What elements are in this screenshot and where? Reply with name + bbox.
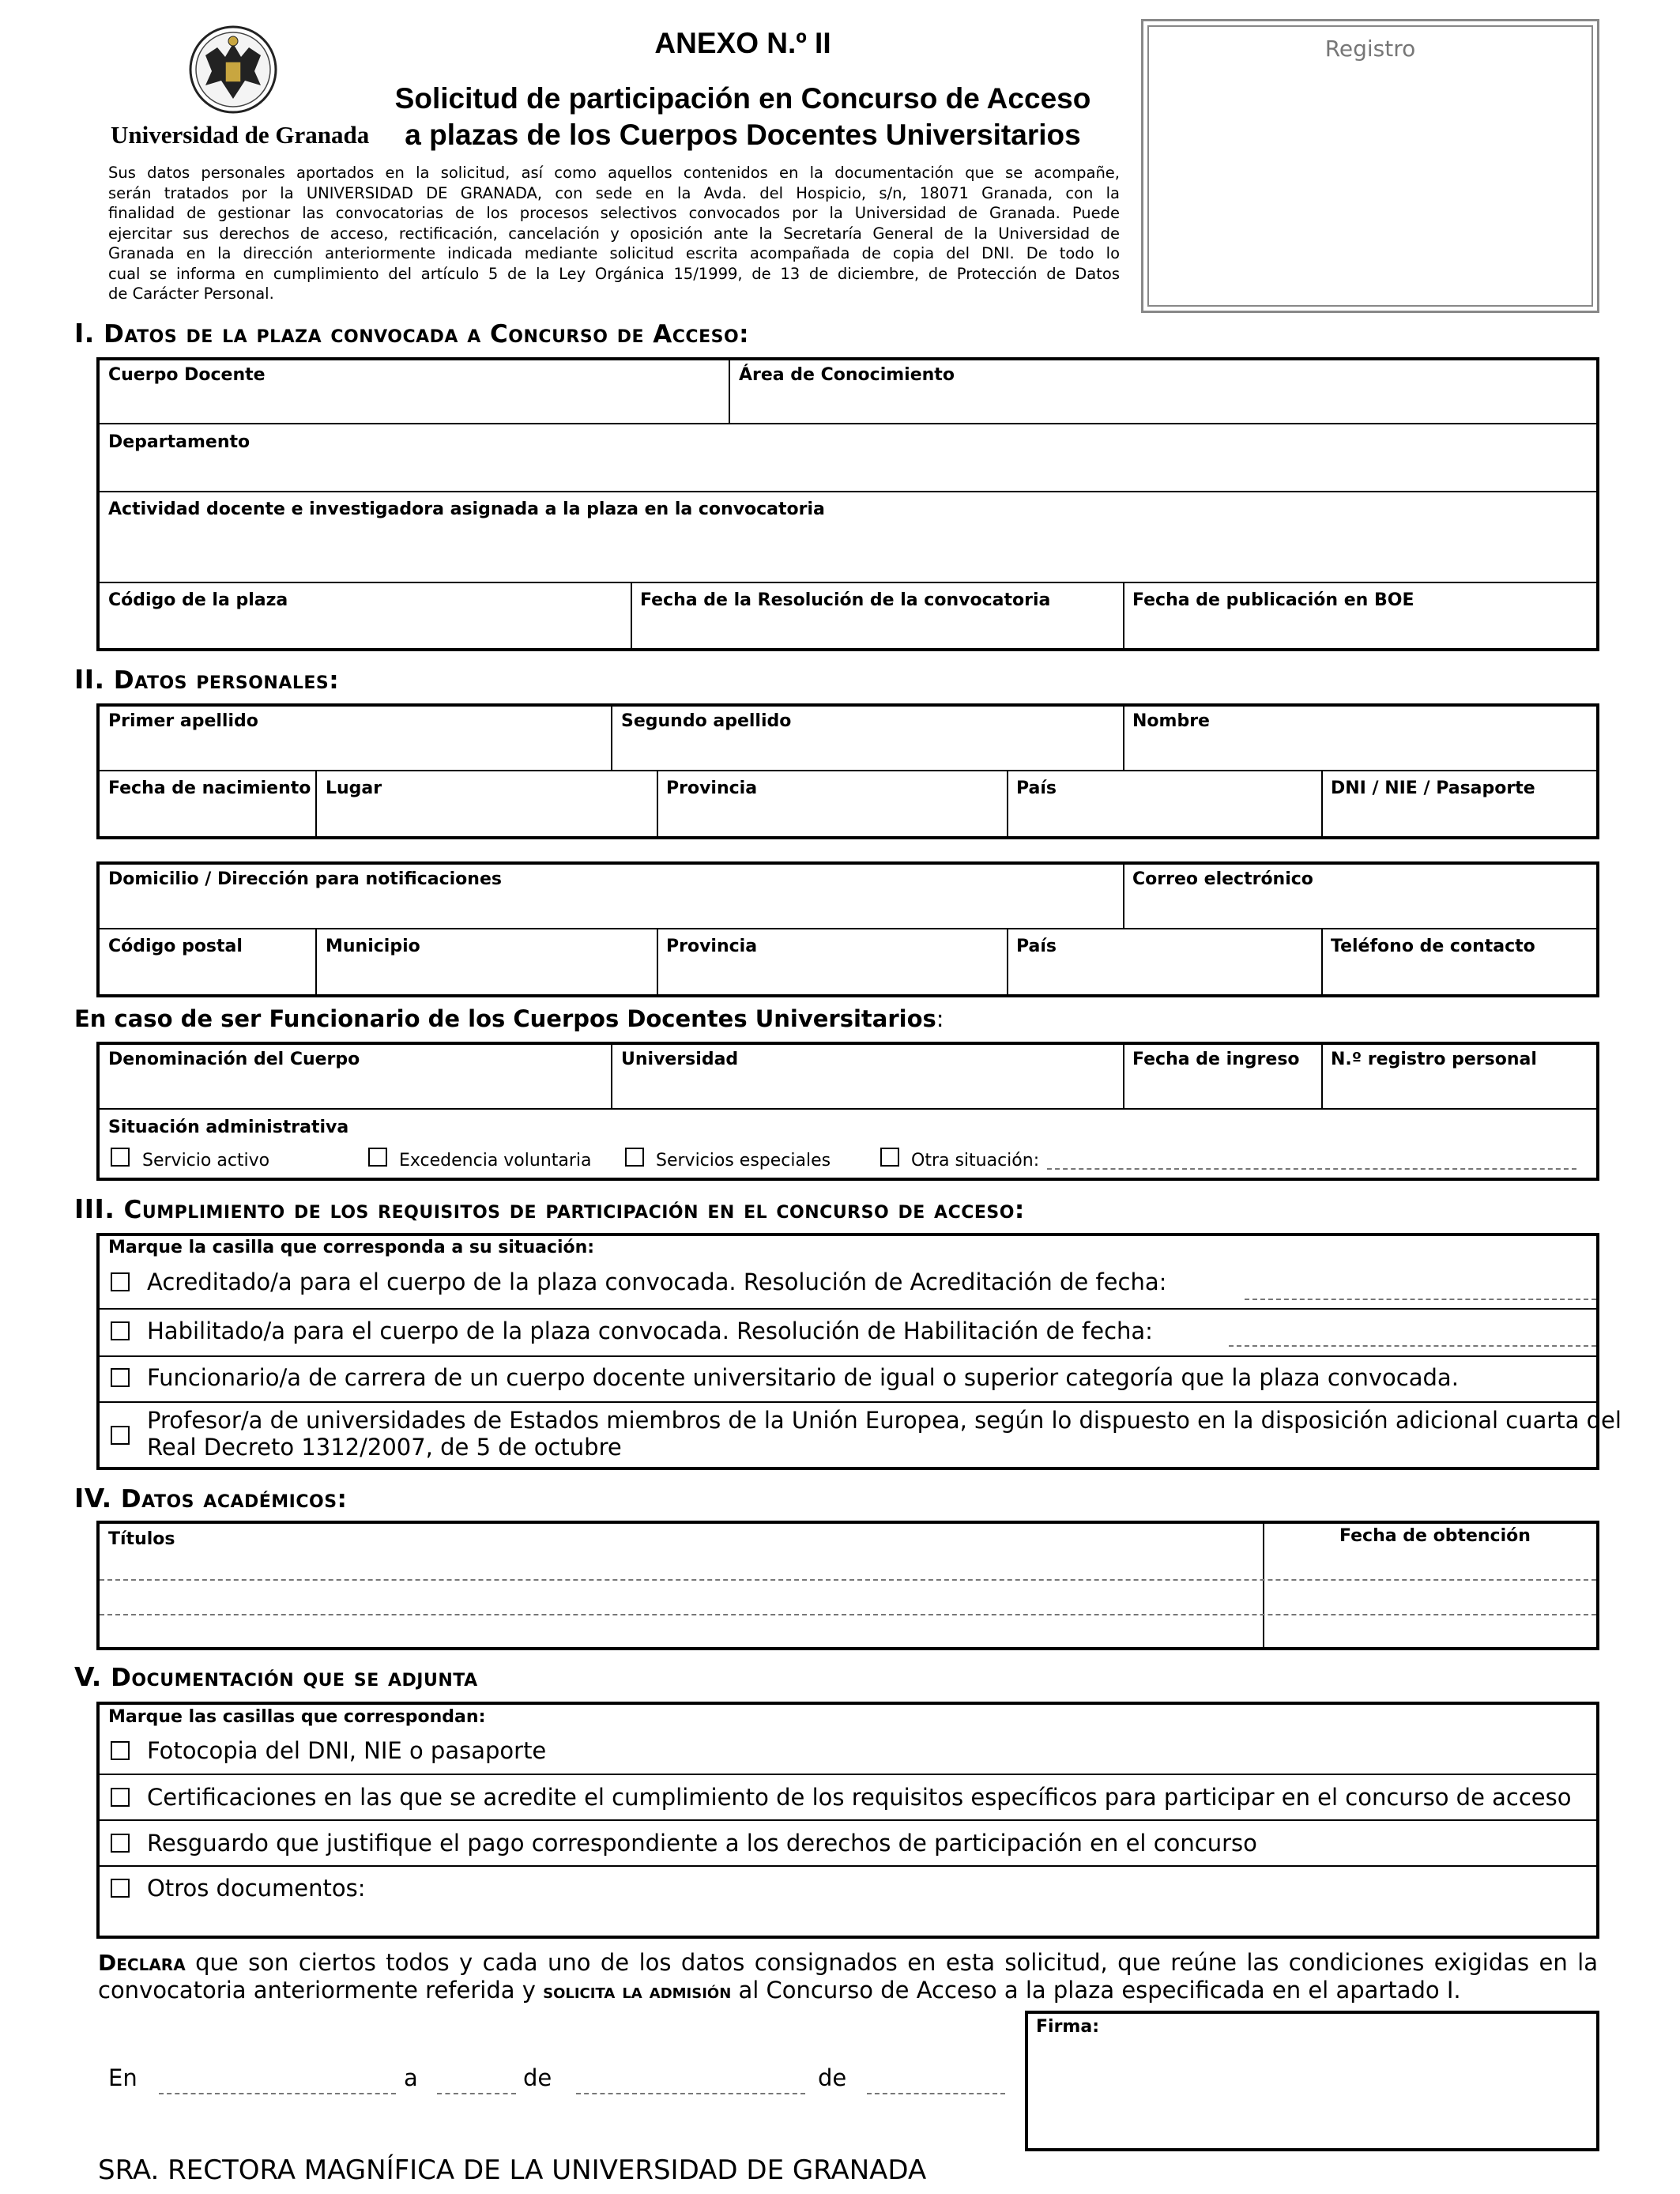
actividad-field[interactable]: Actividad docente e investigadora asignada a la plaza en la convocatoria bbox=[108, 499, 825, 519]
certificaciones-checkbox[interactable] bbox=[111, 1788, 130, 1807]
requisitos-instruction: Marque la casilla que corresponda a su situación: bbox=[108, 1238, 595, 1257]
profesor-ue-label-line2: Real Decreto 1312/2007, de 5 de octubre bbox=[147, 1434, 622, 1461]
funcionario-carrera-label: Funcionario/a de carrera de un cuerpo docente universitario de igual o superior categoría que la plaza convocada. bbox=[147, 1364, 1459, 1391]
form-title-line2: a plazas de los Cuerpos Docentes Universitarios bbox=[405, 119, 1081, 151]
de-label-1: de bbox=[523, 2064, 552, 2091]
fecha-boe-field[interactable]: Fecha de publicación en BOE bbox=[1132, 590, 1414, 610]
fecha-ingreso-field[interactable]: Fecha de ingreso bbox=[1132, 1050, 1300, 1069]
registro-label: Registro bbox=[1324, 36, 1416, 62]
servicio-activo-checkbox[interactable] bbox=[111, 1148, 130, 1167]
certificaciones-label: Certificaciones en las que se acredite el cumplimiento de los requisitos específicos para participar en el concurso de acceso bbox=[147, 1784, 1572, 1811]
funcionario-carrera-checkbox[interactable] bbox=[111, 1368, 130, 1387]
university-name: Universidad de Granada bbox=[111, 121, 370, 149]
fecha-resolucion-field[interactable]: Fecha de la Resolución de la convocatoria bbox=[640, 590, 1051, 610]
form-title-line1: Solicitud de participación en Concurso de Acceso bbox=[394, 82, 1091, 115]
titulos-header: Títulos bbox=[108, 1529, 175, 1549]
day-input[interactable] bbox=[437, 2093, 516, 2094]
firma-label: Firma: bbox=[1036, 2017, 1099, 2037]
section-4-heading: IV. Datos académicos: bbox=[74, 1483, 348, 1514]
acreditado-checkbox[interactable] bbox=[111, 1272, 130, 1291]
section-2-heading: II. Datos personales: bbox=[74, 664, 340, 695]
dni-copy-checkbox[interactable] bbox=[111, 1741, 130, 1760]
section-5-heading: V. Documentación que se adjunta bbox=[74, 1661, 478, 1692]
annex-title: ANEXO N.º II bbox=[654, 27, 831, 59]
privacy-notice: Sus datos personales aportados en la solicitud, así como aquellos contenidos en la documentación que se acompañe, serán tratados por la UNIVERSIDAD DE GRANADA, con sede en la Avda. del Hospicio, s/n, 18071 Granada, con la finalidad de gestionar las convocatorias de los procesos selectivos convocados por la Universidad de Granada. Puede ejercitar sus derechos de acceso, rectificación, cancelación y oposición ante la Secretaría General de la Universidad de Granada en la dirección anteriormente indicada mediante solicitud escrita acompañada de copia del DNI. De todo lo cual se informa en cumplimiento del artículo 5 de la Ley Orgánica 15/1999, de 13 de diciembre, de Protección de Datos de Carácter Personal. bbox=[108, 164, 1120, 303]
firma-box[interactable] bbox=[1025, 2011, 1599, 2151]
lugar-field[interactable]: Lugar bbox=[326, 778, 382, 798]
registro-box bbox=[1141, 19, 1599, 313]
university-logo bbox=[103, 24, 370, 150]
otros-documentos-label: Otros documentos: bbox=[147, 1875, 366, 1902]
en-label: En bbox=[108, 2064, 137, 2091]
servicios-especiales-label: Servicios especiales bbox=[656, 1151, 831, 1171]
correo-field[interactable]: Correo electrónico bbox=[1132, 869, 1313, 889]
otra-situacion-label: Otra situación: bbox=[911, 1151, 1040, 1171]
municipio-field[interactable]: Municipio bbox=[326, 937, 420, 956]
fecha-obtencion-header: Fecha de obtención bbox=[1339, 1526, 1531, 1546]
otra-situacion-checkbox[interactable] bbox=[880, 1148, 899, 1167]
denominacion-cuerpo-field[interactable]: Denominación del Cuerpo bbox=[108, 1050, 360, 1069]
servicios-especiales-checkbox[interactable] bbox=[625, 1148, 644, 1167]
funcionario-intro: En caso de ser Funcionario de los Cuerpos Docentes Universitarios: bbox=[74, 1005, 944, 1032]
situacion-administrativa-label: Situación administrativa bbox=[108, 1118, 349, 1137]
section-1-heading: I. Datos de la plaza convocada a Concurso de Acceso: bbox=[74, 318, 750, 349]
primer-apellido-field[interactable]: Primer apellido bbox=[108, 711, 258, 731]
fecha-nacimiento-field[interactable]: Fecha de nacimiento bbox=[108, 778, 311, 798]
telefono-field[interactable]: Teléfono de contacto bbox=[1331, 937, 1535, 956]
cuerpo-docente-field[interactable]: Cuerpo Docente bbox=[108, 365, 266, 385]
section-3-heading: III. Cumplimiento de los requisitos de participación en el concurso de acceso: bbox=[74, 1193, 1025, 1224]
acreditacion-fecha-input[interactable] bbox=[1245, 1299, 1596, 1300]
de-label-2: de bbox=[818, 2064, 847, 2091]
year-input[interactable] bbox=[867, 2093, 1005, 2094]
universidad-field[interactable]: Universidad bbox=[621, 1050, 739, 1069]
month-input[interactable] bbox=[576, 2093, 805, 2094]
recipient-footer: SRA. RECTORA MAGNÍFICA DE LA UNIVERSIDAD DE GRANADA bbox=[98, 2154, 927, 2186]
profesor-ue-label-line1: Profesor/a de universidades de Estados miembros de la Unión Europea, según lo dispuesto en la disposición adicional cuarta del bbox=[147, 1407, 1622, 1434]
nombre-field[interactable]: Nombre bbox=[1132, 711, 1210, 731]
segundo-apellido-field[interactable]: Segundo apellido bbox=[621, 711, 792, 731]
area-conocimiento-field[interactable]: Área de Conocimiento bbox=[739, 365, 955, 385]
habilitado-label: Habilitado/a para el cuerpo de la plaza convocada. Resolución de Habilitación de fecha: bbox=[147, 1318, 1153, 1344]
codigo-postal-field[interactable]: Código postal bbox=[108, 937, 243, 956]
titulo-row-1[interactable] bbox=[100, 1579, 1596, 1581]
departamento-field[interactable]: Departamento bbox=[108, 432, 250, 452]
resguardo-pago-checkbox[interactable] bbox=[111, 1834, 130, 1853]
resguardo-pago-label: Resguardo que justifique el pago correspondiente a los derechos de participación en el concurso bbox=[147, 1830, 1257, 1857]
habilitado-checkbox[interactable] bbox=[111, 1321, 130, 1340]
place-input[interactable] bbox=[159, 2093, 396, 2094]
documentacion-instruction: Marque las casillas que correspondan: bbox=[108, 1707, 486, 1727]
pais-domicilio-field[interactable]: País bbox=[1016, 937, 1057, 956]
coat-of-arms-icon bbox=[182, 24, 284, 117]
excedencia-label: Excedencia voluntaria bbox=[399, 1151, 592, 1171]
pais-field[interactable]: País bbox=[1016, 778, 1057, 798]
declaration-text: Declara que son ciertos todos y cada uno de los datos consignados en esta solicitud, que reúne las condiciones exigidas en la convocatoria anteriormente referida y solicita la admisión al Concurso de Acceso a la plaza especificada en el apartado I. bbox=[98, 1949, 1598, 2004]
place-date-line bbox=[108, 2064, 1009, 2096]
otra-situacion-input[interactable] bbox=[1047, 1168, 1576, 1170]
registro-personal-field[interactable]: N.º registro personal bbox=[1331, 1050, 1537, 1069]
dni-copy-label: Fotocopia del DNI, NIE o pasaporte bbox=[147, 1737, 547, 1764]
personal-data-table bbox=[96, 703, 1599, 839]
profesor-ue-checkbox[interactable] bbox=[111, 1426, 130, 1445]
codigo-plaza-field[interactable]: Código de la plaza bbox=[108, 590, 288, 610]
titulo-row-2[interactable] bbox=[100, 1614, 1596, 1615]
provincia-domicilio-field[interactable]: Provincia bbox=[666, 937, 758, 956]
dni-field[interactable]: DNI / NIE / Pasaporte bbox=[1331, 778, 1535, 798]
acreditado-label: Acreditado/a para el cuerpo de la plaza convocada. Resolución de Acreditación de fecha: bbox=[147, 1269, 1167, 1295]
habilitacion-fecha-input[interactable] bbox=[1229, 1345, 1596, 1347]
excedencia-checkbox[interactable] bbox=[368, 1148, 387, 1167]
domicilio-field[interactable]: Domicilio / Dirección para notificaciones bbox=[108, 869, 502, 889]
servicio-activo-label: Servicio activo bbox=[142, 1151, 270, 1171]
otros-documentos-checkbox[interactable] bbox=[111, 1879, 130, 1898]
provincia-field[interactable]: Provincia bbox=[666, 778, 758, 798]
a-label: a bbox=[404, 2064, 418, 2091]
